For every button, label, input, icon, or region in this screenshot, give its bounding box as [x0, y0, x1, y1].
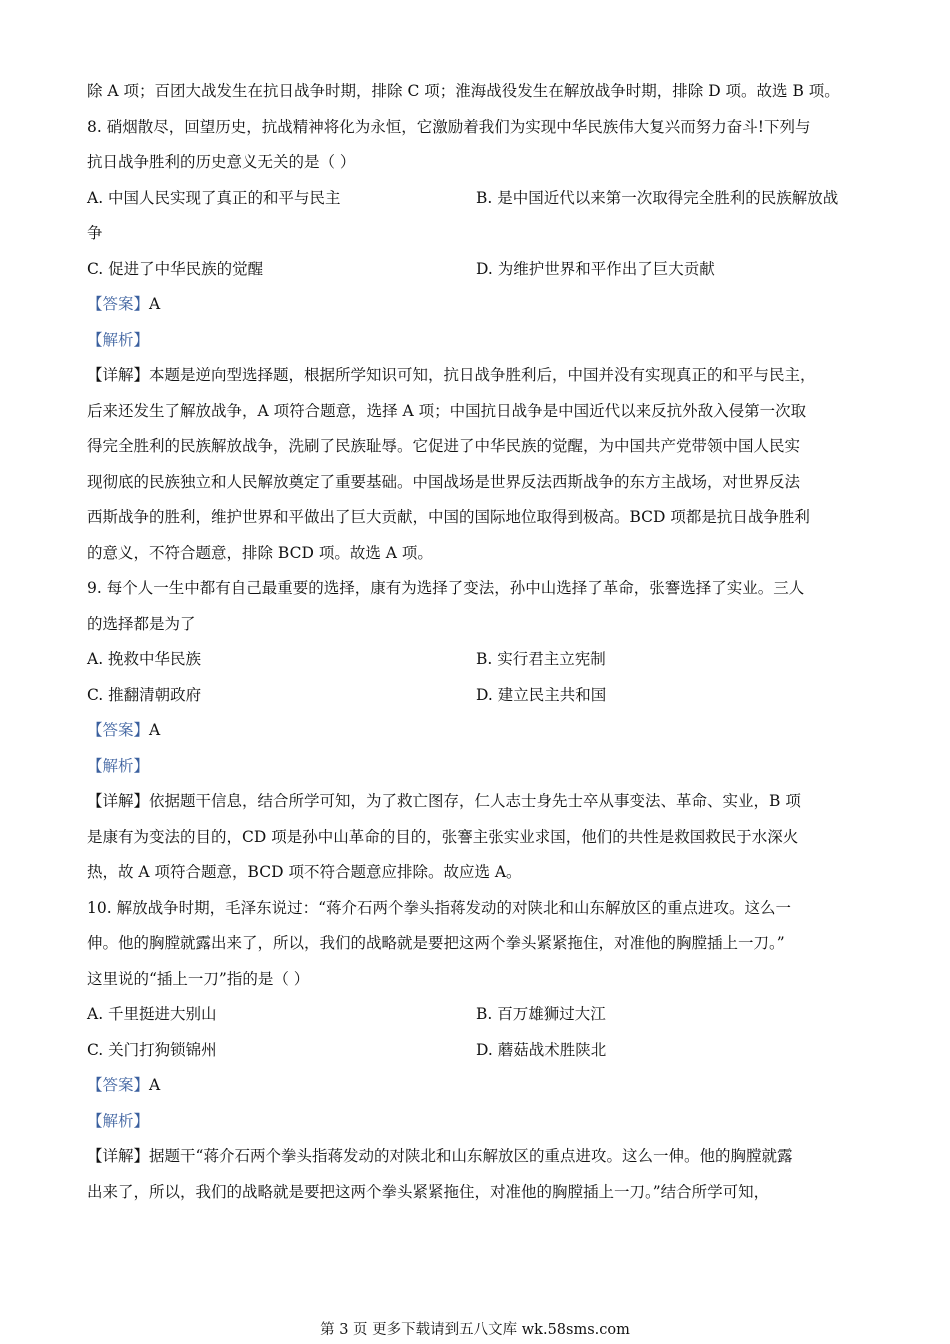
option-d: D. 建立民主共和国: [476, 685, 607, 704]
question-8-stem: 8. 硝烟散尽，回望历史，抗战精神将化为永恒，它激励着我们为实现中华民族伟大复兴而努力奋斗!下列与: [87, 117, 811, 136]
detail-tag: 【详解】: [87, 792, 150, 810]
analysis-line: [87, 1104, 877, 1140]
options-row: [87, 252, 877, 288]
options-row: [87, 642, 877, 678]
option-b-continuation: 争: [87, 224, 103, 242]
answer-value: A: [149, 295, 161, 313]
detail-line: [87, 1139, 877, 1175]
analysis-tag: 【解析】: [87, 330, 150, 349]
answer-tag: 【答案】: [87, 1076, 150, 1094]
answer-tag: 【答案】: [87, 295, 150, 313]
options-row: [87, 1033, 877, 1069]
analysis-tag: 【解析】: [87, 756, 150, 775]
detail-line: 是康有为变法的目的，CD 项是孙中山革命的目的，张謇主张实业求国，他们的共性是救国救民于水深火: [87, 827, 799, 846]
question-9-stem: 的选择都是为了: [87, 614, 196, 633]
page-footer: 第 3 页 更多下载请到五八文库 wk.58sms.com: [320, 1322, 630, 1338]
detail-line: 得完全胜利的民族解放战争，洗刷了民族耻辱。它促进了中华民族的觉醒，为中国共产党带领中国人民实: [87, 437, 801, 455]
option-b: B. 是中国近代以来第一次取得完全胜利的民族解放战: [476, 188, 839, 207]
detail-tag: 【详解】: [87, 1147, 150, 1165]
detail-line: [87, 784, 877, 820]
answer-line: [87, 713, 877, 749]
detail-line: 后来还发生了解放战争，A 项符合题意，选择 A 项；中国抗日战争是中国近代以来反抗外敌入侵第一次取: [87, 401, 807, 420]
analysis-line: [87, 749, 877, 785]
question-10-stem: 这里说的“插上一刀”指的是（ ）: [87, 969, 310, 988]
option-d: D. 蘑菇战术胜陕北: [476, 1040, 607, 1059]
detail-text: 本题是逆向型选择题，根据所学知识可知，抗日战争胜利后，中国并没有实现真正的和平与民主，: [149, 366, 816, 384]
analysis-line: [87, 323, 877, 359]
detail-text: 依据题干信息，结合所学可知，为了救亡图存，仁人志士身先士卒从事变法、革命、实业，B 项: [149, 792, 801, 810]
option-a: A. 中国人民实现了真正的和平与民主: [87, 188, 341, 207]
option-a: A. 千里挺进大别山: [87, 1005, 217, 1023]
detail-line: 西斯战争的胜利，维护世界和平做出了巨大贡献，中国的国际地位取得到极高。BCD 项都是抗日战争胜利: [87, 508, 810, 526]
option-c: C. 推翻清朝政府: [87, 685, 202, 704]
text-line: 除 A 项；百团大战发生在抗日战争时期，排除 C 项；淮海战役发生在解放战争时期，排除 D 项。故选 B 项。: [87, 82, 840, 100]
options-row: [87, 997, 877, 1033]
answer-line: [87, 287, 877, 323]
detail-line: 出来了，所以，我们的战略就是要把这两个拳头紧紧拖住，对准他的胸膛插上一刀。”结合所学可知，: [87, 1182, 770, 1201]
option-c: C. 关门打狗锁锦州: [87, 1040, 217, 1059]
answer-line: [87, 1068, 877, 1104]
answer-value: A: [149, 1076, 161, 1094]
question-10-stem: 伸。他的胸膛就露出来了，所以，我们的战略就是要把这两个拳头紧紧拖住，对准他的胸膛插上一刀。”: [87, 934, 785, 952]
answer-value: A: [149, 721, 161, 739]
options-row: [87, 181, 877, 217]
analysis-tag: 【解析】: [87, 1111, 150, 1130]
detail-line: 的意义，不符合题意，排除 BCD 项。故选 A 项。: [87, 543, 433, 562]
detail-text: 据题干“蒋介石两个拳头指蒋发动的对陕北和山东解放区的重点进攻。这么一伸。他的胸膛就露: [149, 1147, 793, 1165]
question-9-stem: 9. 每个人一生中都有自己最重要的选择，康有为选择了变法，孙中山选择了革命，张謇选择了实业。三人: [87, 579, 805, 597]
answer-tag: 【答案】: [87, 721, 150, 739]
option-b: B. 百万雄狮过大江: [476, 1005, 606, 1023]
option-a: A. 挽救中华民族: [87, 650, 202, 668]
detail-tag: 【详解】: [87, 366, 150, 384]
detail-line: 现彻底的民族独立和人民解放奠定了重要基础。中国战场是世界反法西斯战争的东方主战场，对世界反法: [87, 472, 801, 491]
option-c: C. 促进了中华民族的觉醒: [87, 259, 264, 278]
question-10-stem: 10. 解放战争时期，毛泽东说过：“蒋介石两个拳头指蒋发动的对陕北和山东解放区的重点进攻。这么一: [87, 898, 792, 917]
options-row: [87, 678, 877, 714]
detail-line: [87, 358, 877, 394]
option-d: D. 为维护世界和平作出了巨大贡献: [476, 259, 715, 278]
option-b: B. 实行君主立宪制: [476, 650, 606, 668]
question-8-stem: 抗日战争胜利的历史意义无关的是（ ）: [87, 153, 356, 171]
document-body: [87, 74, 877, 1210]
detail-line: 热，故 A 项符合题意，BCD 项不符合题意应排除。故应选 A。: [87, 863, 522, 881]
